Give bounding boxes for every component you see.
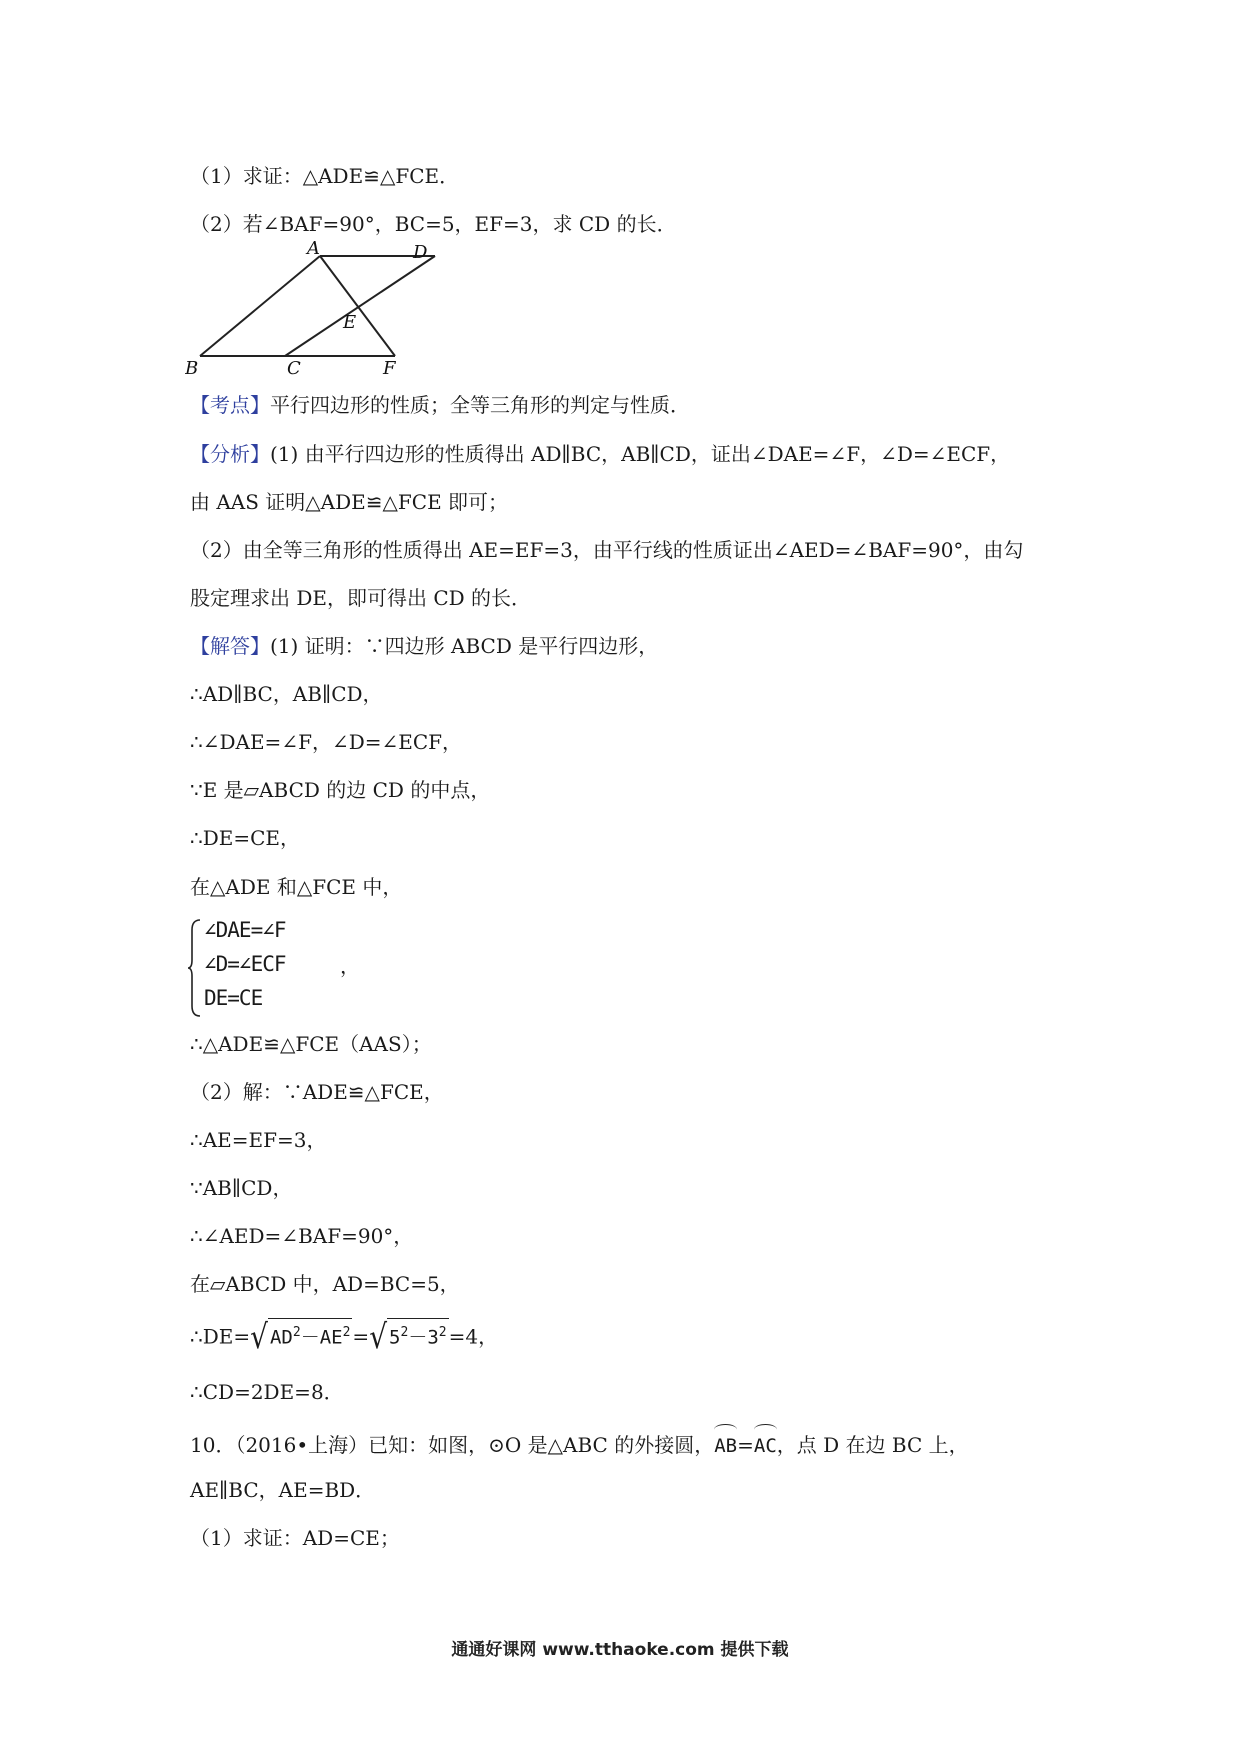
system-row-1: ∠DAE=∠F — [204, 918, 286, 942]
parallelogram-figure — [185, 240, 445, 380]
fenxi-line-4: 股定理求出 DE，即可得出 CD 的长． — [190, 586, 532, 610]
segment-af — [320, 256, 395, 356]
radicand-ae: AE — [319, 1326, 343, 1349]
jieda-line-14: ∴CD=2DE=8． — [190, 1380, 344, 1404]
label-b: B — [185, 358, 199, 379]
jieda-tag: 【解答】 — [190, 634, 270, 658]
jieda-line-2: ∴AD∥BC，AB∥CD， — [190, 682, 383, 706]
fenxi-text-1: (1) 由平行四边形的性质得出 AD∥BC，AB∥CD，证出∠DAE=∠F，∠D=∠ECF， — [270, 442, 1011, 466]
radicand-3: 3 — [427, 1326, 439, 1349]
jieda-line-5: ∴DE=CE， — [190, 826, 301, 850]
fenxi-tag: 【分析】 — [190, 442, 270, 466]
jieda-line-4: ∵E 是▱ABCD 的边 CD 的中点， — [190, 778, 491, 802]
q10-suffix: ，点 D 在边 BC 上， — [776, 1433, 969, 1457]
segment-cd — [285, 256, 435, 356]
arc-ab: AB — [714, 1428, 737, 1460]
arc-ac: AC — [754, 1428, 777, 1460]
q10-line-3: （1）求证：AD=CE； — [190, 1526, 400, 1550]
arc-equals: = — [737, 1433, 754, 1457]
jieda-line-13 — [190, 1316, 499, 1357]
fenxi-line-2: 由 AAS 证明△ADE≌△FCE 即可； — [190, 490, 509, 514]
segment-ba — [200, 256, 320, 356]
q10-line-2: AE∥BC，AE=BD． — [190, 1478, 376, 1502]
minus-sign: － — [300, 1326, 320, 1349]
kaodian-tag: 【考点】 — [190, 393, 270, 417]
jieda-line-7: ∴△ADE≌△FCE（AAS）； — [190, 1032, 432, 1056]
kaodian-line — [190, 391, 690, 419]
system-row-2: ∠D=∠ECF — [204, 952, 286, 976]
exponent: 2 — [342, 1325, 351, 1340]
label-c: C — [287, 358, 301, 379]
fenxi-line-3: （2）由全等三角形的性质得出 AE=EF=3，由平行线的性质证出∠AED=∠BAF=90°，由勾 — [190, 538, 1024, 562]
jieda-line-1 — [190, 632, 658, 660]
question-part-2: （2）若∠BAF=90°，BC=5，EF=3，求 CD 的长． — [190, 212, 677, 236]
de-suffix: =4， — [448, 1324, 499, 1349]
jieda-line-11: ∴∠AED=∠BAF=90°， — [190, 1224, 414, 1248]
jieda-line-3: ∴∠DAE=∠F，∠D=∠ECF， — [190, 730, 463, 754]
kaodian-text: 平行四边形的性质；全等三角形的判定与性质． — [270, 393, 690, 417]
label-a: A — [307, 240, 320, 259]
jieda-line-12: 在▱ABCD 中，AD=BC=5， — [190, 1272, 460, 1296]
jieda-line-10: ∵AB∥CD， — [190, 1176, 293, 1200]
system-row-3: DE=CE — [204, 986, 263, 1010]
system-brace — [188, 918, 202, 1018]
radicand-5: 5 — [389, 1326, 401, 1349]
sqrt-expression-1: √ $AD^2-AE^2$ — [250, 1316, 351, 1357]
label-e: E — [343, 312, 357, 333]
label-d: D — [413, 242, 428, 263]
question-part-1: （1）求证：△ADE≌△FCE． — [190, 164, 460, 188]
exponent: 2 — [400, 1325, 409, 1340]
fenxi-line-1 — [190, 440, 1010, 468]
label-f: F — [383, 358, 396, 379]
footer-text: 通通好课网 www.tthaoke.com 提供下载 — [451, 1640, 789, 1660]
system-comma: ， — [340, 954, 360, 978]
jieda-line-8: （2）解：∵ADE≌△FCE， — [190, 1080, 444, 1104]
sqrt-expression-2: √ $5^2-3^2$ — [369, 1316, 447, 1357]
q10-line-1 — [190, 1428, 969, 1460]
jieda-text-1: (1) 证明：∵四边形 ABCD 是平行四边形， — [270, 634, 659, 658]
de-prefix: ∴DE= — [190, 1324, 251, 1349]
exponent: 2 — [438, 1325, 447, 1340]
jieda-line-6: 在△ADE 和△FCE 中， — [190, 875, 403, 899]
exponent: 2 — [292, 1325, 301, 1340]
jieda-line-9: ∴AE=EF=3， — [190, 1128, 327, 1152]
minus-sign: － — [408, 1326, 428, 1349]
radicand-ad: AD — [269, 1326, 293, 1349]
q10-prefix: 10．（2016•上海）已知：如图，⊙O 是△ABC 的外接圆， — [190, 1433, 715, 1457]
equals-sign: = — [352, 1324, 370, 1349]
